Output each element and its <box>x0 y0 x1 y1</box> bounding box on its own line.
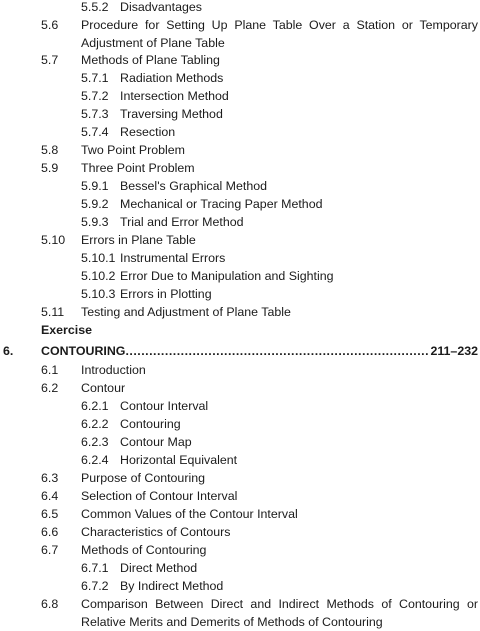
section-title: Contour Interval <box>120 399 209 413</box>
section-number: 6.7 <box>41 543 59 557</box>
toc-entry-5-9-2 <box>0 195 480 213</box>
section-number: 5.7.3 <box>81 107 109 121</box>
section-title: Introduction <box>81 363 146 377</box>
section-title: Direct Method <box>120 561 198 575</box>
section-number: 5.7.1 <box>81 71 109 85</box>
toc-entry-5-10-3 <box>0 285 480 303</box>
section-number: 6.2.2 <box>81 417 109 431</box>
section-title: Common Values of the Contour Interval <box>81 507 298 521</box>
toc-entry-6-7-2 <box>0 577 480 595</box>
section-title: Horizontal Equivalent <box>120 453 238 467</box>
section-title: Two Point Problem <box>81 143 185 157</box>
section-title: Procedure for Setting Up Plane Table Over a Station or Temporary Adjustment of Plane Table <box>81 18 478 50</box>
section-number: 6.1 <box>41 363 59 377</box>
toc-entry-6-8 <box>0 595 480 631</box>
section-number: 5.8 <box>41 143 59 157</box>
section-number: 5.10.3 <box>81 287 116 301</box>
toc-entry-5-7 <box>0 51 480 69</box>
section-title: Errors in Plotting <box>120 287 212 301</box>
section-title: Error Due to Manipulation and Sighting <box>120 269 334 283</box>
section-number: 6.7.2 <box>81 579 109 593</box>
section-title: Contour <box>81 381 126 395</box>
section-title: Selection of Contour Interval <box>81 489 238 503</box>
toc-entry-6-4 <box>0 487 480 505</box>
toc-entry-5-7-2 <box>0 87 480 105</box>
section-title: Radiation Methods <box>120 71 224 85</box>
section-title: Bessel's Graphical Method <box>120 179 267 193</box>
toc-entry-6-1 <box>0 361 480 379</box>
toc-entry-6-3 <box>0 469 480 487</box>
section-number: 5.9.1 <box>81 179 109 193</box>
toc-entry-5-7-3 <box>0 105 480 123</box>
toc-entry-5-10 <box>0 231 480 249</box>
toc-entry-exercise <box>0 321 480 339</box>
section-title: Three Point Problem <box>81 161 195 175</box>
section-number: 5.5.2 <box>81 0 109 14</box>
toc-entry-6-6 <box>0 523 480 541</box>
toc-entry-5-11 <box>0 303 480 321</box>
toc-entry-6-2-1 <box>0 397 480 415</box>
section-title: Disadvantages <box>120 0 202 14</box>
toc-entry-5-9-1 <box>0 177 480 195</box>
section-title: Traversing Method <box>120 107 223 121</box>
section-title: Purpose of Contouring <box>81 471 205 485</box>
toc-entry-5-5-2 <box>0 0 480 16</box>
section-number: 6.3 <box>41 471 59 485</box>
section-number: 5.10 <box>41 233 66 247</box>
toc-entry-5-9 <box>0 159 480 177</box>
chapter-leader <box>41 342 478 360</box>
toc-entry-6-2-4 <box>0 451 480 469</box>
section-title: Methods of Contouring <box>81 543 207 557</box>
section-number: 5.7 <box>41 53 59 67</box>
section-title: Intersection Method <box>120 89 229 103</box>
section-number: 5.9 <box>41 161 59 175</box>
toc-entry-5-8 <box>0 141 480 159</box>
section-number: 5.11 <box>41 305 65 319</box>
section-number: 5.7.4 <box>81 125 109 139</box>
dot-leader <box>125 342 428 360</box>
section-number: 5.6 <box>41 18 59 32</box>
toc-entry-5-7-1 <box>0 69 480 87</box>
toc-entry-6-2 <box>0 379 480 397</box>
section-number: 5.9.2 <box>81 197 109 211</box>
section-number: 6.6 <box>41 525 59 539</box>
section-title: Contouring <box>120 417 181 431</box>
section-number: 5.10.2 <box>81 269 116 283</box>
section-number: 6.2.4 <box>81 453 109 467</box>
chapter-page-range: 211–232 <box>430 344 478 358</box>
section-title: Comparison Between Direct and Indirect Methods of Contouring or Relative Merits and Demerits of Methods of Contouring <box>81 597 478 629</box>
section-title: By Indirect Method <box>120 579 224 593</box>
section-number: 6.8 <box>41 597 59 611</box>
toc-entry-5-10-1 <box>0 249 480 267</box>
toc-entry-6-5 <box>0 505 480 523</box>
section-title: Instrumental Errors <box>120 251 226 265</box>
section-number: 5.9.3 <box>81 215 109 229</box>
section-number: 6.2 <box>41 381 59 395</box>
section-number: 6.5 <box>41 507 59 521</box>
section-number: 6.7.1 <box>81 561 109 575</box>
chapter-title: CONTOURING <box>41 344 126 358</box>
toc-entry-5-7-4 <box>0 123 480 141</box>
toc-entry-5-6 <box>0 16 480 52</box>
section-number: 6.2.1 <box>81 399 109 413</box>
section-number: 5.10.1 <box>81 251 116 265</box>
section-number: 5.7.2 <box>81 89 109 103</box>
section-title: Methods of Plane Tabling <box>81 53 220 67</box>
section-number: 6.2.3 <box>81 435 109 449</box>
section-title: Mechanical or Tracing Paper Method <box>120 197 323 211</box>
exercise-label: Exercise <box>41 323 92 337</box>
toc-entry-5-10-2 <box>0 267 480 285</box>
chapter-heading <box>0 342 480 360</box>
toc-entry-6-2-2 <box>0 415 480 433</box>
section-title: Characteristics of Contours <box>81 525 231 539</box>
section-title: Testing and Adjustment of Plane Table <box>81 305 291 319</box>
chapter-number: 6. <box>3 344 14 358</box>
toc-entry-5-9-3 <box>0 213 480 231</box>
section-number: 6.4 <box>41 489 59 503</box>
section-title: Contour Map <box>120 435 192 449</box>
section-title: Errors in Plane Table <box>81 233 196 247</box>
toc-entry-6-7-1 <box>0 559 480 577</box>
section-title: Resection <box>120 125 176 139</box>
toc-entry-6-7 <box>0 541 480 559</box>
toc-entry-6-2-3 <box>0 433 480 451</box>
section-title: Trial and Error Method <box>120 215 244 229</box>
